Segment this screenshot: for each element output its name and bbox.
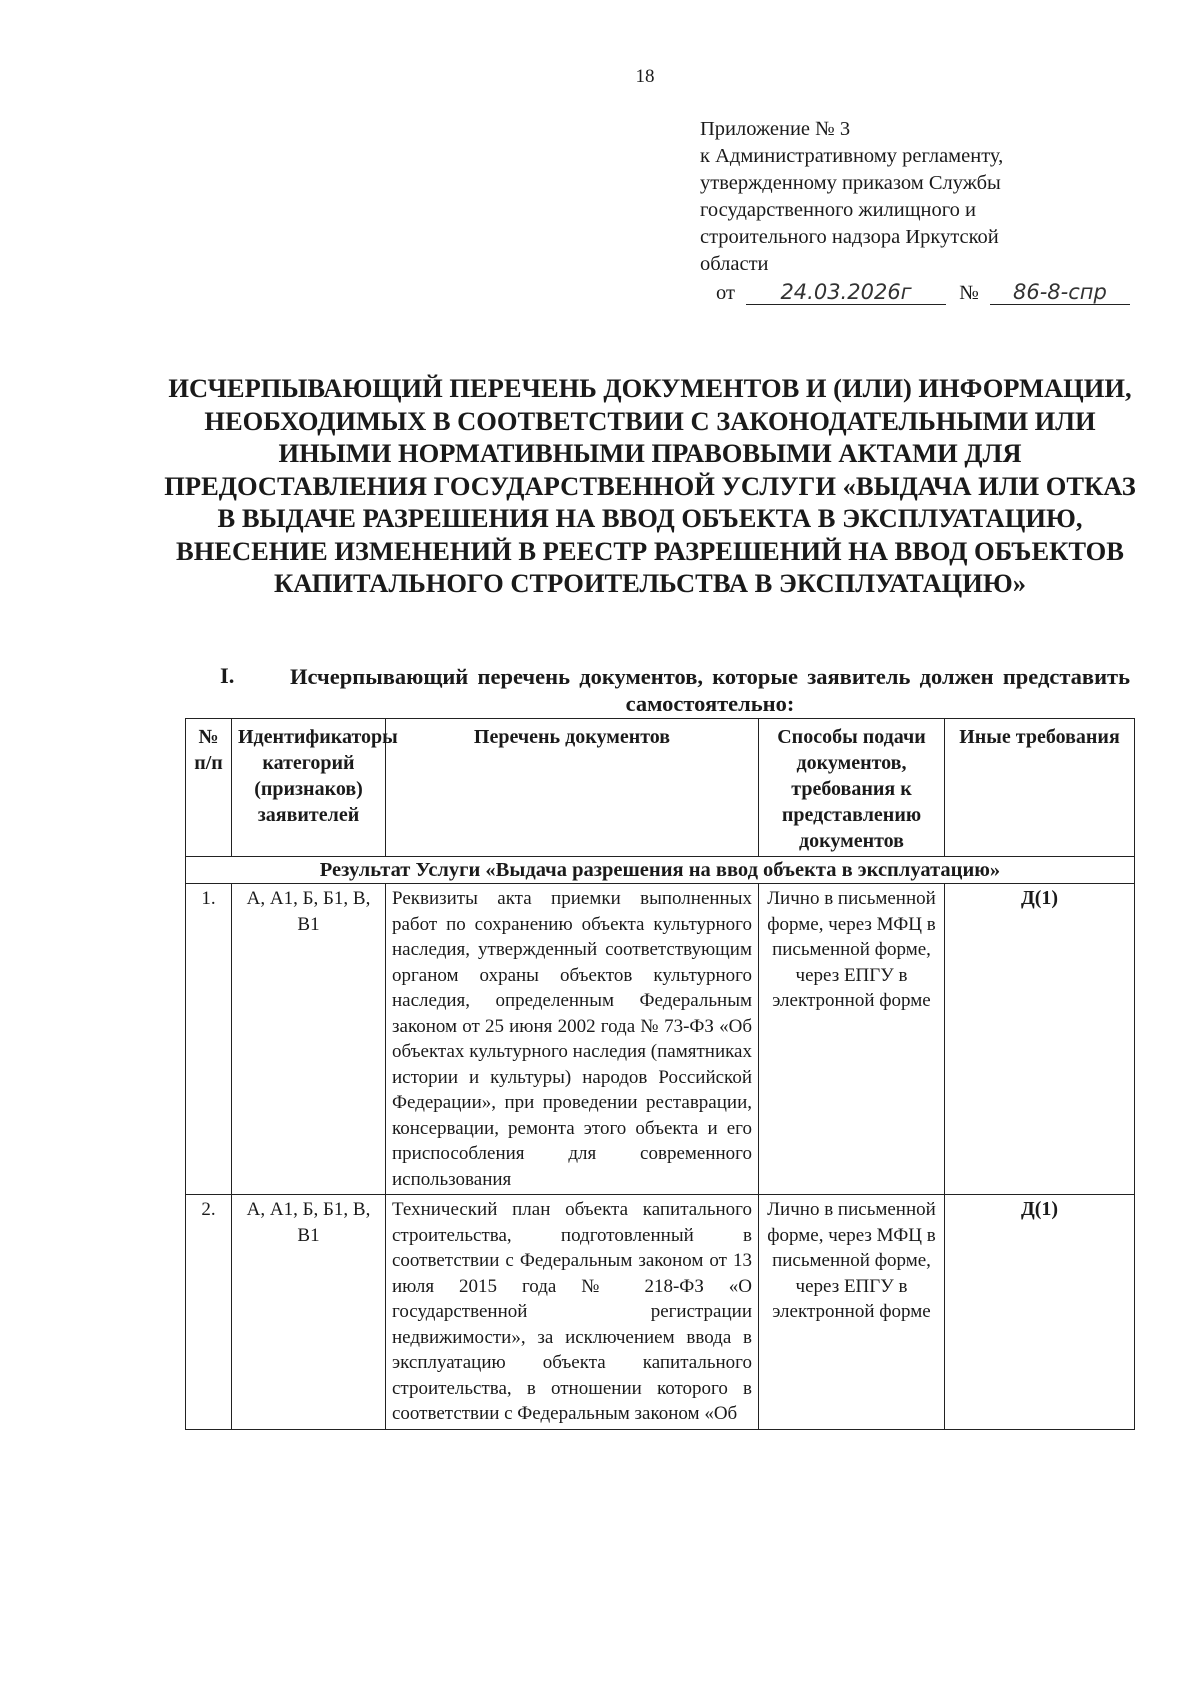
- number-label: №: [959, 282, 979, 304]
- row-method: Лично в письменной форме, через МФЦ в письменной форме, через ЕПГУ в электронной форме: [759, 1195, 945, 1430]
- page-number: 18: [635, 66, 655, 87]
- approval-line: государственного жилищного и: [700, 199, 976, 221]
- approval-line: к Административному регламенту,: [700, 145, 1004, 167]
- approval-line: строительного надзора Иркутской: [700, 226, 999, 248]
- header-identifiers: Идентификаторы категорий (признаков) заявителей: [232, 719, 386, 857]
- table-row: [186, 884, 1135, 1195]
- row-num: 1.: [186, 884, 232, 1195]
- section-heading: Исчерпывающий перечень документов, которые заявитель должен представить самостоятельно:: [290, 664, 1130, 716]
- table-header-row: [186, 719, 1135, 857]
- from-label: от: [716, 282, 735, 304]
- approval-line: утвержденному приказом Службы: [700, 172, 1001, 194]
- table-row: [186, 1195, 1135, 1430]
- document-title: ИСЧЕРПЫВАЮЩИЙ ПЕРЕЧЕНЬ ДОКУМЕНТОВ И (ИЛИ) ИНФОРМАЦИИ, НЕОБХОДИМЫХ В СООТВЕТСТВИИ С ЗАКОНОДАТЕЛЬНЫМИ ИЛИ ИНЫМИ НОРМАТИВНЫМИ ПРАВОВЫМИ АКТАМИ ДЛЯ ПРЕДОСТАВЛЕНИЯ ГОСУДАРСТВЕННОЙ УСЛУГИ «ВЫДАЧА ИЛИ ОТКАЗ В ВЫДАЧЕ РАЗРЕШЕНИЯ НА ВВОД ОБЪЕКТА В ЭКСПЛУАТАЦИЮ, ВНЕСЕНИЕ ИЗМЕНЕНИЙ В РЕЕСТР РАЗРЕШЕНИЙ НА ВВОД ОБЪЕКТОВ КАПИТАЛЬНОГО СТРОИТЕЛЬСТВА В ЭКСПЛУАТАЦИЮ»: [164, 373, 1136, 598]
- handwritten-number: 86-8-спр: [990, 280, 1130, 305]
- approval-line: Приложение № 3: [700, 118, 851, 140]
- approval-date-number: [716, 280, 1130, 305]
- row-identifiers: А, А1, Б, Б1, В, В1: [232, 1195, 386, 1430]
- result-label: Результат Услуги «Выдача разрешения на ввод объекта в эксплуатацию»: [186, 857, 1135, 884]
- row-identifiers: А, А1, Б, Б1, В, В1: [232, 884, 386, 1195]
- row-other: Д(1): [945, 1195, 1135, 1430]
- approval-line: области: [700, 253, 769, 275]
- row-document: Технический план объекта капитального строительства, подготовленный в соответствии с Федеральным законом от 13 июля 2015 года № 218-ФЗ «О государственной регистрации недвижимости», за исключением ввода в эксплуатацию объекта капитального строительства, в отношении которого в соответствии с Федеральным законом «Об: [386, 1195, 759, 1430]
- row-other: Д(1): [945, 884, 1135, 1195]
- header-other: Иные требования: [945, 719, 1135, 857]
- header-num: № п/п: [186, 719, 232, 857]
- result-row: [186, 857, 1135, 884]
- row-document: Реквизиты акта приемки выполненных работ по сохранению объекта культурного наследия, утвержденный соответствующим органом охраны объектов культурного наследия, определенным Федеральным законом от 25 июня 2002 года № 73-ФЗ «Об объектах культурного наследия (памятниках истории и культуры) народов Российской Федерации», при проведении реставрации, консервации, ремонта этого объекта и его приспособления для современного использования: [386, 884, 759, 1195]
- header-methods: Способы подачи документов, требования к представлению документов: [759, 719, 945, 857]
- row-num: 2.: [186, 1195, 232, 1430]
- row-method: Лично в письменной форме, через МФЦ в письменной форме, через ЕПГУ в электронной форме: [759, 884, 945, 1195]
- header-documents: Перечень документов: [386, 719, 759, 857]
- section-numeral: I.: [220, 663, 235, 688]
- handwritten-date: 24.03.2026г: [746, 280, 946, 305]
- documents-table: [185, 718, 1135, 1430]
- approval-block: [700, 116, 1120, 278]
